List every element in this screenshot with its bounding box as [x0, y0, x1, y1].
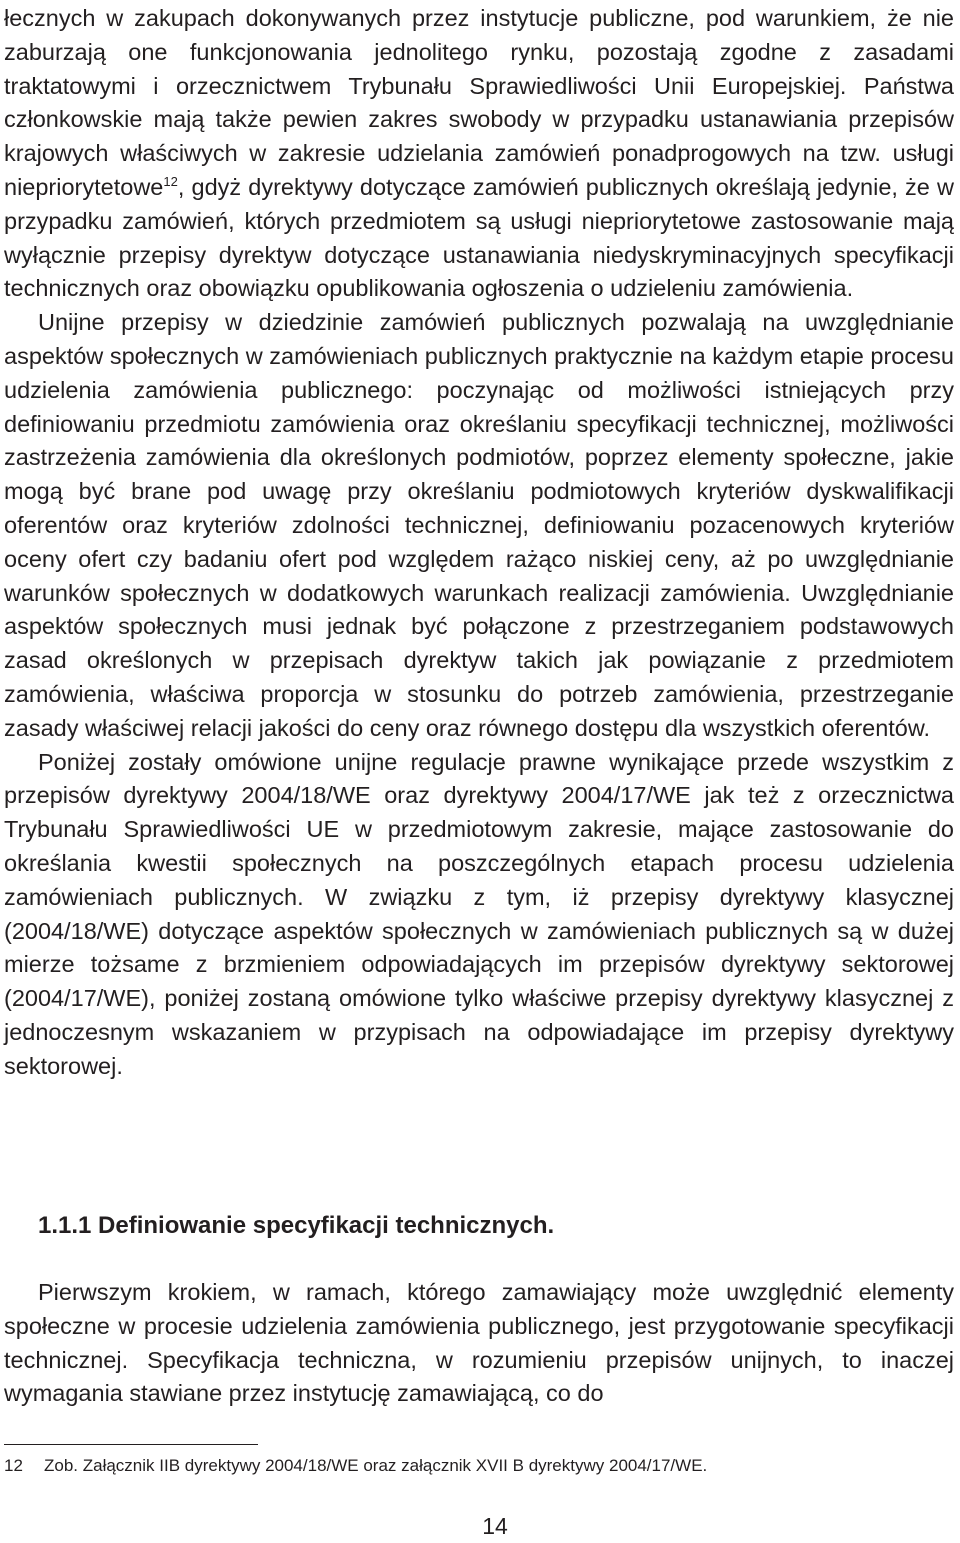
- paragraph-1-part-a: łecznych w zakupach dokonywanych przez instytucje publiczne, pod warunkiem, że nie zaburzają one funkcjonowania jednolitego rynku, pozostają zgodne z zasadami traktatowymi i orzecznictwem Trybunału Sprawiedliwości Unii Europejskiej. Państwa członkowskie mają także pewien zakres swobody w przypadku ustanawiania przepisów krajowych właściwych w zakresie udzielania zamówień ponadprogowych na tzw. usługi niepriorytetowe: [4, 5, 954, 200]
- body-text: [4, 2, 954, 1084]
- footnote-reference: 12: [163, 174, 178, 190]
- paragraph-4: Pierwszym krokiem, w ramach, którego zamawiający może uwzględnić elementy społeczne w procesie udzielenia zamówienia publicznego, jest przygotowanie specyfikacji technicznej. Specyfikacja techniczna, w rozumieniu przepisów unijnych, to inaczej wymagania stawiane przez instytucję zamawiającą, co do: [4, 1279, 954, 1407]
- paragraph-1: [4, 2, 954, 306]
- paragraph-3: Poniżej zostały omówione unijne regulacje prawne wynikające przede wszystkim z przepisów dyrektywy 2004/18/WE oraz dyrektywy 2004/17/WE jak też z orzecznictwa Trybunału Sprawiedliwości UE w przedmiotowym zakresie, mające zastosowanie do określania kwestii społecznych na poszczególnych etapach procesu udzielenia zamówieniach publicznych. W związku z tym, iż przepisy dyrektywy klasycznej (2004/18/WE) dotyczące aspektów społecznych w zamówieniach publicznych są w dużej mierze tożsame z brzmieniem odpowiadających im przepisów dyrektywy sektorowej (2004/17/WE), poniżej zostaną omówione tylko właściwe przepisy dyrektywy klasycznej z jednoczesnym wskazaniem w przypisach na odpowiadające im przepisy dyrektywy sektorowej.: [4, 748, 954, 1079]
- body-text-continued: [4, 1276, 954, 1411]
- footnote-text: Zob. Załącznik IIB dyrektywy 2004/18/WE oraz załącznik XVII B dyrektywy 2004/17/WE.: [44, 1456, 708, 1475]
- footnote-separator: [4, 1444, 258, 1445]
- page-number: 14: [482, 1513, 508, 1539]
- footnote: [4, 1454, 707, 1478]
- paragraph-2: Unijne przepisy w dziedzinie zamówień publicznych pozwalają na uwzględnianie aspektów społecznych w zamówieniach publicznych praktycznie na każdym etapie procesu udzielenia zamówienia publicznego: poczynając od możliwości istniejących przy definiowaniu przedmiotu zamówienia oraz określaniu specyfikacji technicznej, możliwości zastrzeżenia zamówienia dla określonych podmiotów, poprzez elementy społeczne, jakie mogą być brane pod uwagę przy określaniu podmiotowych kryteriów dyskwalifikacji oferentów oraz kryteriów zdolności technicznej, definiowaniu pozacenowych kryteriów oceny ofert czy badaniu ofert pod względem rażąco niskiej ceny, aż po uwzględnianie warunków społecznych w dodatkowych warunkach realizacji zamówienia. Uwzględnianie aspektów społecznych musi jednak być połączone z przestrzeganiem podstawowych zasad określonych w przepisach dyrektyw takich jak powiązanie z przedmiotem zamówienia, właściwa proporcja w stosunku do potrzeb zamówienia, przestrzeganie zasady właściwej relacji jakości do ceny oraz równego dostępu dla wszystkich oferentów.: [4, 309, 954, 741]
- paragraph-1-part-b: , gdyż dyrektywy dotyczące zamówień publicznych określają jedynie, że w przypadku zamówień, których przedmiotem są usługi niepriorytetowe zastosowanie mają wyłącznie przepisy dyrektyw dotyczące ustanawiania niedyskryminacyjnych specyfikacji technicznych oraz obowiązku opublikowania ogłoszenia o udzieleniu zamówienia.: [4, 173, 954, 302]
- section-heading: 1.1.1 Definiowanie specyfikacji technicznych.: [38, 1212, 555, 1239]
- footnote-number: 12: [4, 1456, 23, 1475]
